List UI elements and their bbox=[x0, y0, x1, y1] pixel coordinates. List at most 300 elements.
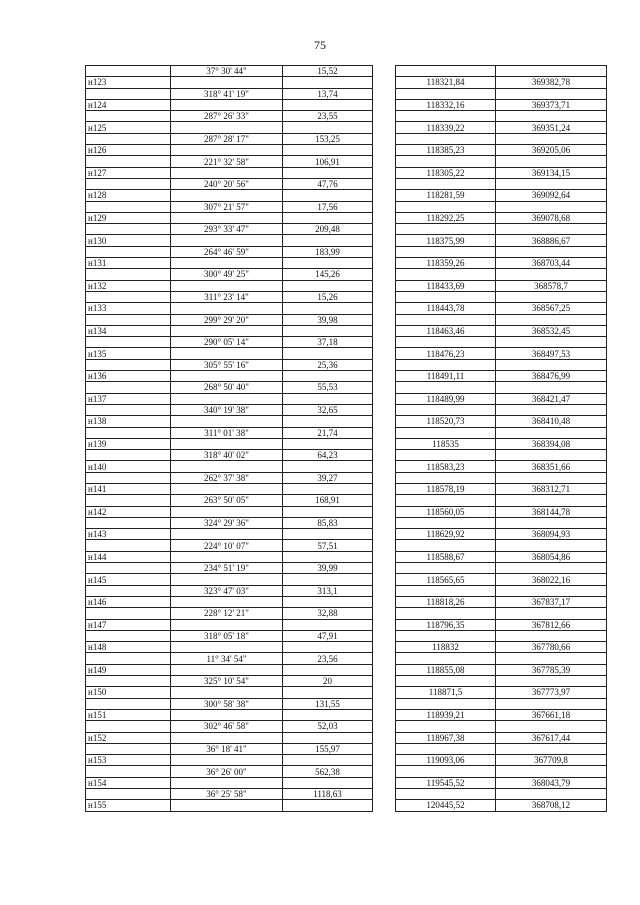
coordinate-x: 119093,06 bbox=[396, 755, 496, 766]
segment-length bbox=[283, 529, 373, 540]
segment-length: 13,74 bbox=[283, 88, 373, 99]
segment-length bbox=[283, 438, 373, 449]
coordinate-x: 118967,38 bbox=[396, 732, 496, 743]
coordinate-y: 369078,68 bbox=[496, 212, 607, 223]
segment-row bbox=[86, 156, 607, 167]
coordinate-x: 118491,11 bbox=[396, 371, 496, 382]
gap-cell bbox=[373, 88, 396, 99]
coordinate-x: 118535 bbox=[396, 438, 496, 449]
gap-cell bbox=[373, 800, 396, 811]
coordinate-x: 118292,25 bbox=[396, 212, 496, 223]
bearing-angle: 302° 46' 58" bbox=[171, 721, 283, 732]
bearing-angle: 37° 30' 44" bbox=[171, 66, 283, 77]
coordinate-x bbox=[396, 404, 496, 415]
bearing-angle: 287° 28' 17" bbox=[171, 133, 283, 144]
coordinate-y: 367780,66 bbox=[496, 642, 607, 653]
point-name: н141 bbox=[86, 483, 171, 494]
point-name: н127 bbox=[86, 167, 171, 178]
bearing-angle bbox=[171, 280, 283, 291]
coordinate-y: 368094,93 bbox=[496, 529, 607, 540]
point-name bbox=[86, 789, 171, 800]
coordinate-y bbox=[496, 133, 607, 144]
coordinate-y: 367661,18 bbox=[496, 709, 607, 720]
coordinate-x bbox=[396, 133, 496, 144]
segment-length: 23,56 bbox=[283, 653, 373, 664]
gap-cell bbox=[373, 337, 396, 348]
bearing-angle bbox=[171, 438, 283, 449]
point-row bbox=[86, 303, 607, 314]
segment-length: 1118,63 bbox=[283, 789, 373, 800]
coordinate-y bbox=[496, 721, 607, 732]
point-name: н134 bbox=[86, 325, 171, 336]
point-name bbox=[86, 382, 171, 393]
gap-cell bbox=[373, 314, 396, 325]
coordinate-x: 118375,99 bbox=[396, 235, 496, 246]
coordinate-x bbox=[396, 472, 496, 483]
coordinate-y: 367837,17 bbox=[496, 596, 607, 607]
point-name: н144 bbox=[86, 551, 171, 562]
bearing-angle: 240° 20' 56" bbox=[171, 178, 283, 189]
gap-cell bbox=[373, 619, 396, 630]
gap-cell bbox=[373, 66, 396, 77]
point-name bbox=[86, 472, 171, 483]
segment-row bbox=[86, 224, 607, 235]
bearing-angle bbox=[171, 664, 283, 675]
coordinate-x bbox=[396, 766, 496, 777]
bearing-angle bbox=[171, 167, 283, 178]
coordinate-x: 118305,22 bbox=[396, 167, 496, 178]
coordinate-y bbox=[496, 698, 607, 709]
coordinate-x: 118939,21 bbox=[396, 709, 496, 720]
bearing-angle bbox=[171, 212, 283, 223]
point-name bbox=[86, 721, 171, 732]
point-name: н147 bbox=[86, 619, 171, 630]
segment-row bbox=[86, 563, 607, 574]
segment-length bbox=[283, 800, 373, 811]
gap-cell bbox=[373, 167, 396, 178]
bearing-angle: 300° 49' 25" bbox=[171, 269, 283, 280]
segment-row bbox=[86, 291, 607, 302]
point-name bbox=[86, 517, 171, 528]
segment-length: 131,55 bbox=[283, 698, 373, 709]
point-name: н130 bbox=[86, 235, 171, 246]
coordinate-y: 368351,66 bbox=[496, 461, 607, 472]
segment-length: 32,88 bbox=[283, 608, 373, 619]
point-row bbox=[86, 280, 607, 291]
point-name: н148 bbox=[86, 642, 171, 653]
point-name: н136 bbox=[86, 371, 171, 382]
point-row bbox=[86, 325, 607, 336]
point-name bbox=[86, 359, 171, 370]
gap-cell bbox=[373, 608, 396, 619]
coordinate-y: 369351,24 bbox=[496, 122, 607, 133]
segment-length bbox=[283, 235, 373, 246]
segment-row bbox=[86, 111, 607, 122]
segment-length bbox=[283, 461, 373, 472]
point-name bbox=[86, 156, 171, 167]
gap-cell bbox=[373, 789, 396, 800]
point-name bbox=[86, 563, 171, 574]
segment-length bbox=[283, 619, 373, 630]
point-name: н128 bbox=[86, 190, 171, 201]
bearing-angle bbox=[171, 732, 283, 743]
segment-length bbox=[283, 167, 373, 178]
point-row bbox=[86, 800, 607, 811]
coordinate-y: 369373,71 bbox=[496, 99, 607, 110]
point-name bbox=[86, 676, 171, 687]
point-name bbox=[86, 653, 171, 664]
bearing-angle: 340° 19' 38" bbox=[171, 404, 283, 415]
bearing-angle: 307° 21' 57" bbox=[171, 201, 283, 212]
segment-length: 21,74 bbox=[283, 427, 373, 438]
table-body bbox=[86, 66, 607, 812]
coordinate-y: 368022,16 bbox=[496, 574, 607, 585]
gap-cell bbox=[373, 517, 396, 528]
coordinate-y: 368567,25 bbox=[496, 303, 607, 314]
gap-cell bbox=[373, 427, 396, 438]
coordinate-x: 118565,65 bbox=[396, 574, 496, 585]
segment-length bbox=[283, 709, 373, 720]
coordinate-y bbox=[496, 404, 607, 415]
point-name: н129 bbox=[86, 212, 171, 223]
point-name: н123 bbox=[86, 77, 171, 88]
bearing-angle bbox=[171, 574, 283, 585]
segment-length bbox=[283, 122, 373, 133]
coordinate-x bbox=[396, 585, 496, 596]
segment-row bbox=[86, 585, 607, 596]
bearing-angle: 324° 29' 36" bbox=[171, 517, 283, 528]
coordinate-y bbox=[496, 563, 607, 574]
segment-length: 562,38 bbox=[283, 766, 373, 777]
bearing-angle: 311° 23' 14" bbox=[171, 291, 283, 302]
coordinate-x: 118463,46 bbox=[396, 325, 496, 336]
bearing-angle bbox=[171, 461, 283, 472]
coordinate-y: 368886,67 bbox=[496, 235, 607, 246]
segment-length bbox=[283, 348, 373, 359]
segment-length: 47,76 bbox=[283, 178, 373, 189]
coordinate-y: 369092,64 bbox=[496, 190, 607, 201]
bearing-angle: 293° 33' 47" bbox=[171, 224, 283, 235]
segment-length: 57,51 bbox=[283, 540, 373, 551]
segment-length bbox=[283, 732, 373, 743]
gap-cell bbox=[373, 201, 396, 212]
coordinate-x bbox=[396, 495, 496, 506]
gap-cell bbox=[373, 506, 396, 517]
bearing-angle: 234° 51' 19" bbox=[171, 563, 283, 574]
coordinate-x bbox=[396, 698, 496, 709]
segment-length bbox=[283, 596, 373, 607]
point-name: н131 bbox=[86, 258, 171, 269]
point-name: н149 bbox=[86, 664, 171, 675]
coordinate-x: 118476,23 bbox=[396, 348, 496, 359]
coordinate-y: 368578,7 bbox=[496, 280, 607, 291]
gap-cell bbox=[373, 190, 396, 201]
bearing-angle: 325° 10' 54" bbox=[171, 676, 283, 687]
gap-cell bbox=[373, 743, 396, 754]
bearing-angle: 287° 26' 33" bbox=[171, 111, 283, 122]
bearing-angle bbox=[171, 303, 283, 314]
coordinate-x: 120445,52 bbox=[396, 800, 496, 811]
coordinate-x: 118796,35 bbox=[396, 619, 496, 630]
coordinates-table bbox=[85, 65, 607, 812]
bearing-angle bbox=[171, 755, 283, 766]
coordinate-x bbox=[396, 676, 496, 687]
segment-row bbox=[86, 450, 607, 461]
coordinate-y bbox=[496, 472, 607, 483]
gap-cell bbox=[373, 156, 396, 167]
point-row bbox=[86, 122, 607, 133]
point-name: н145 bbox=[86, 574, 171, 585]
segment-length bbox=[283, 258, 373, 269]
coordinate-x: 118443,78 bbox=[396, 303, 496, 314]
coordinate-x: 118359,26 bbox=[396, 258, 496, 269]
point-name bbox=[86, 66, 171, 77]
point-row bbox=[86, 145, 607, 156]
point-name bbox=[86, 133, 171, 144]
coordinate-x bbox=[396, 540, 496, 551]
gap-cell bbox=[373, 664, 396, 675]
segment-length bbox=[283, 325, 373, 336]
coordinate-x: 118832 bbox=[396, 642, 496, 653]
coordinate-x bbox=[396, 66, 496, 77]
point-row bbox=[86, 664, 607, 675]
segment-length bbox=[283, 551, 373, 562]
segment-length: 85,83 bbox=[283, 517, 373, 528]
gap-cell bbox=[373, 291, 396, 302]
coordinate-x: 118433,69 bbox=[396, 280, 496, 291]
segment-row bbox=[86, 427, 607, 438]
coordinate-y bbox=[496, 630, 607, 641]
segment-length bbox=[283, 483, 373, 494]
coordinate-x bbox=[396, 201, 496, 212]
segment-row bbox=[86, 517, 607, 528]
bearing-angle bbox=[171, 416, 283, 427]
coordinate-y bbox=[496, 291, 607, 302]
gap-cell bbox=[373, 777, 396, 788]
gap-cell bbox=[373, 766, 396, 777]
segment-row bbox=[86, 314, 607, 325]
coordinate-y bbox=[496, 178, 607, 189]
coordinate-y: 368410,48 bbox=[496, 416, 607, 427]
gap-cell bbox=[373, 574, 396, 585]
gap-cell bbox=[373, 269, 396, 280]
segment-row bbox=[86, 676, 607, 687]
gap-cell bbox=[373, 258, 396, 269]
segment-length: 313,1 bbox=[283, 585, 373, 596]
segment-length bbox=[283, 642, 373, 653]
gap-cell bbox=[373, 472, 396, 483]
segment-length bbox=[283, 755, 373, 766]
point-name bbox=[86, 404, 171, 415]
coordinate-y bbox=[496, 766, 607, 777]
bearing-angle bbox=[171, 145, 283, 156]
gap-cell bbox=[373, 563, 396, 574]
point-name bbox=[86, 698, 171, 709]
point-name bbox=[86, 630, 171, 641]
gap-cell bbox=[373, 676, 396, 687]
coordinate-y bbox=[496, 88, 607, 99]
point-row bbox=[86, 687, 607, 698]
bearing-angle bbox=[171, 506, 283, 517]
coordinate-x: 118871,5 bbox=[396, 687, 496, 698]
coordinate-y: 368532,45 bbox=[496, 325, 607, 336]
coordinate-x bbox=[396, 156, 496, 167]
coordinate-y: 368421,47 bbox=[496, 393, 607, 404]
coordinate-x: 118583,23 bbox=[396, 461, 496, 472]
segment-length bbox=[283, 77, 373, 88]
bearing-angle bbox=[171, 619, 283, 630]
coordinate-y bbox=[496, 246, 607, 257]
segment-row bbox=[86, 721, 607, 732]
segment-length: 52,03 bbox=[283, 721, 373, 732]
point-name: н151 bbox=[86, 709, 171, 720]
gap-cell bbox=[373, 721, 396, 732]
gap-cell bbox=[373, 303, 396, 314]
bearing-angle: 11° 34' 54" bbox=[171, 653, 283, 664]
segment-length: 39,98 bbox=[283, 314, 373, 325]
point-row bbox=[86, 258, 607, 269]
point-row bbox=[86, 755, 607, 766]
point-name bbox=[86, 269, 171, 280]
point-name: н126 bbox=[86, 145, 171, 156]
coordinate-x bbox=[396, 224, 496, 235]
bearing-angle bbox=[171, 258, 283, 269]
gap-cell bbox=[373, 212, 396, 223]
gap-cell bbox=[373, 461, 396, 472]
segment-row bbox=[86, 630, 607, 641]
coordinate-y: 368043,79 bbox=[496, 777, 607, 788]
segment-length: 183,99 bbox=[283, 246, 373, 257]
coordinate-y bbox=[496, 676, 607, 687]
coordinate-y bbox=[496, 314, 607, 325]
coordinate-y: 369205,06 bbox=[496, 145, 607, 156]
segment-length bbox=[283, 303, 373, 314]
segment-row bbox=[86, 269, 607, 280]
segment-length bbox=[283, 506, 373, 517]
point-row bbox=[86, 416, 607, 427]
coordinate-y: 368703,44 bbox=[496, 258, 607, 269]
bearing-angle: 318° 05' 18" bbox=[171, 630, 283, 641]
bearing-angle bbox=[171, 777, 283, 788]
coordinate-x: 118855,08 bbox=[396, 664, 496, 675]
coordinate-x bbox=[396, 427, 496, 438]
coordinate-y: 369382,78 bbox=[496, 77, 607, 88]
segment-length: 209,48 bbox=[283, 224, 373, 235]
gap-cell bbox=[373, 178, 396, 189]
coordinate-y bbox=[496, 359, 607, 370]
coordinate-y bbox=[496, 450, 607, 461]
point-name bbox=[86, 224, 171, 235]
point-name: н139 bbox=[86, 438, 171, 449]
coordinate-y bbox=[496, 269, 607, 280]
point-name bbox=[86, 337, 171, 348]
segment-row bbox=[86, 495, 607, 506]
gap-cell bbox=[373, 145, 396, 156]
segment-row bbox=[86, 133, 607, 144]
segment-length bbox=[283, 574, 373, 585]
segment-length bbox=[283, 145, 373, 156]
segment-length: 25,36 bbox=[283, 359, 373, 370]
bearing-angle bbox=[171, 393, 283, 404]
coordinate-x bbox=[396, 450, 496, 461]
coordinate-x bbox=[396, 359, 496, 370]
point-name: н133 bbox=[86, 303, 171, 314]
segment-row bbox=[86, 698, 607, 709]
point-row bbox=[86, 99, 607, 110]
point-row bbox=[86, 348, 607, 359]
point-name: н154 bbox=[86, 777, 171, 788]
bearing-angle bbox=[171, 77, 283, 88]
gap-cell bbox=[373, 393, 396, 404]
gap-cell bbox=[373, 687, 396, 698]
point-row bbox=[86, 167, 607, 178]
point-name: н124 bbox=[86, 99, 171, 110]
coordinate-x: 118489,99 bbox=[396, 393, 496, 404]
segment-row bbox=[86, 337, 607, 348]
point-name bbox=[86, 540, 171, 551]
bearing-angle: 305° 55' 16" bbox=[171, 359, 283, 370]
point-name bbox=[86, 743, 171, 754]
gap-cell bbox=[373, 122, 396, 133]
point-row bbox=[86, 619, 607, 630]
coordinate-x bbox=[396, 653, 496, 664]
segment-length bbox=[283, 371, 373, 382]
bearing-angle: 36° 26' 00" bbox=[171, 766, 283, 777]
coordinate-x bbox=[396, 563, 496, 574]
gap-cell bbox=[373, 111, 396, 122]
gap-cell bbox=[373, 540, 396, 551]
coordinate-x bbox=[396, 337, 496, 348]
bearing-angle: 264° 46' 59" bbox=[171, 246, 283, 257]
gap-cell bbox=[373, 630, 396, 641]
coordinate-y bbox=[496, 427, 607, 438]
coordinate-y bbox=[496, 517, 607, 528]
segment-row bbox=[86, 246, 607, 257]
point-name bbox=[86, 450, 171, 461]
gap-cell bbox=[373, 246, 396, 257]
bearing-angle: 263° 50' 05" bbox=[171, 495, 283, 506]
point-name bbox=[86, 246, 171, 257]
coordinate-y: 367617,44 bbox=[496, 732, 607, 743]
bearing-angle bbox=[171, 325, 283, 336]
coordinate-y: 367773,97 bbox=[496, 687, 607, 698]
coordinate-y: 367812,66 bbox=[496, 619, 607, 630]
point-row bbox=[86, 642, 607, 653]
point-name bbox=[86, 608, 171, 619]
bearing-angle bbox=[171, 122, 283, 133]
bearing-angle bbox=[171, 348, 283, 359]
coordinate-y: 368497,53 bbox=[496, 348, 607, 359]
bearing-angle: 318° 40' 02" bbox=[171, 450, 283, 461]
coordinate-y: 368394,08 bbox=[496, 438, 607, 449]
gap-cell bbox=[373, 371, 396, 382]
segment-length: 20 bbox=[283, 676, 373, 687]
coordinate-y: 368054,86 bbox=[496, 551, 607, 562]
coordinate-x bbox=[396, 721, 496, 732]
bearing-angle bbox=[171, 483, 283, 494]
gap-cell bbox=[373, 438, 396, 449]
gap-cell bbox=[373, 483, 396, 494]
segment-length: 155,97 bbox=[283, 743, 373, 754]
point-row bbox=[86, 732, 607, 743]
coordinate-y: 367785,39 bbox=[496, 664, 607, 675]
segment-row bbox=[86, 472, 607, 483]
coordinate-x: 118281,59 bbox=[396, 190, 496, 201]
segment-row bbox=[86, 540, 607, 551]
coordinate-y bbox=[496, 111, 607, 122]
gap-cell bbox=[373, 529, 396, 540]
coordinate-x bbox=[396, 314, 496, 325]
